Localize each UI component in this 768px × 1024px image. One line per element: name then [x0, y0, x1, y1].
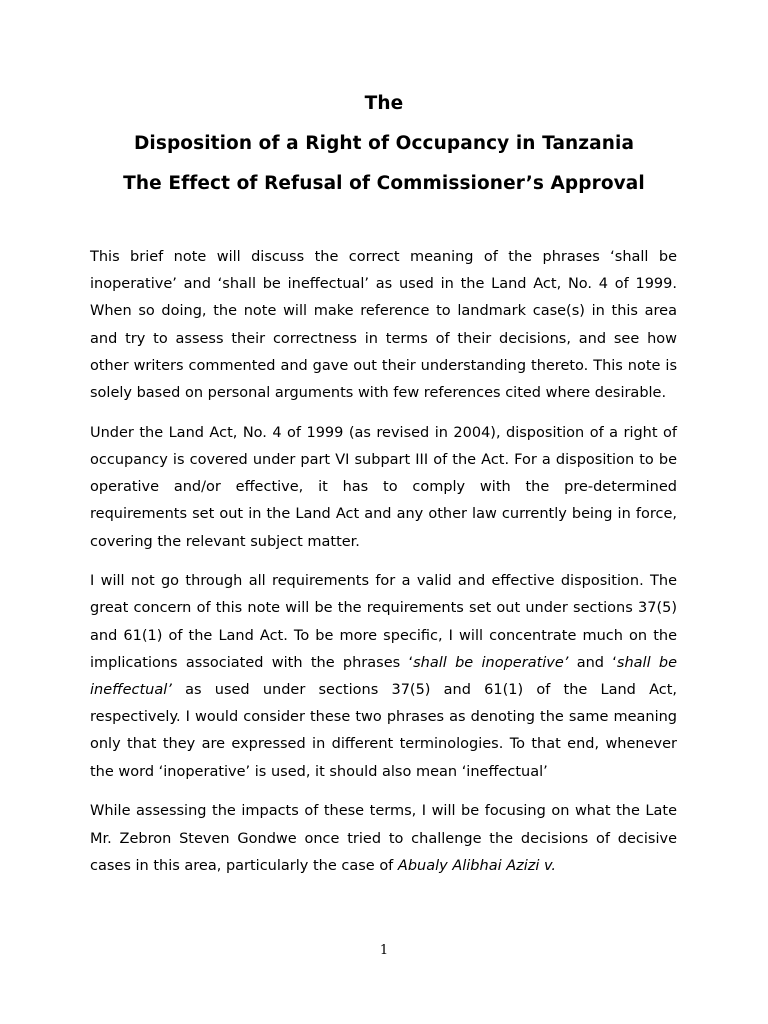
title-line-2: Disposition of a Right of Occupancy in Tanzania: [133, 133, 635, 154]
paragraph-4-case-name: Abualy Alibhai Azizi v.: [397, 857, 557, 874]
paragraph-4: [90, 798, 677, 880]
paragraph-3-text-a: I will not go through all requirements for a valid and effective disposition. The great concern of this note will be the requirements set out under sections 37(5) and 61(1) of the Land Act. To be more specific, I will concentrate much on the implications associated with the phrases ‘: [90, 573, 677, 671]
paragraph-4-text-a: While assessing the impacts of these terms, I will be focusing on what the Late Mr. Zebron Steven Gondwe once tried to challenge the decisions of decisive cases in this area, particularly the case of: [90, 803, 677, 874]
paragraph-3-italic-phrase-1: shall be inoperative’: [413, 654, 569, 671]
paragraph-1: [90, 244, 677, 407]
body-text: [90, 244, 677, 892]
paragraph-3-text-c: as used under sections 37(5) and 61(1) of the Land Act, respectively. I would consider these two phrases as denoting the same meaning only that they are expressed in different terminologies. To that end, whenever the word ‘inoperative’ is used, it should also mean ‘ineffectual’: [90, 682, 677, 780]
paragraph-2: [90, 420, 677, 556]
paragraph-3-text-b: and ‘: [568, 654, 617, 671]
title-line-3: The Effect of Refusal of Commissioner’s Approval: [123, 173, 645, 194]
paragraph-3-italic-phrase-2: shall be ineffectual’: [90, 654, 678, 699]
paragraph-2-text: Under the Land Act, No. 4 of 1999 (as revised in 2004), disposition of a right of occupancy is covered under part VI subpart III of the Act. For a disposition to be operative and/or effective, it has to comply with the pre-determined requirements set out in the Land Act and any other law currently being in force, covering the relevant subject matter.: [90, 424, 677, 550]
title-block: [0, 92, 768, 212]
paragraph-3: [90, 568, 677, 786]
page-number: 1: [379, 943, 389, 958]
paragraph-1-text: This brief note will discuss the correct meaning of the phrases ‘shall be inoperative’ and ‘shall be ineffectual’ as used in the Land Act, No. 4 of 1999. When so doing, the note will make reference to landmark case(s) in this area and try to assess their correctness in terms of their decisions, and see how other writers commented and gave out their understanding thereto. This note is solely based on personal arguments with few references cited where desirable.: [90, 249, 677, 402]
title-line-1: The: [364, 93, 404, 114]
